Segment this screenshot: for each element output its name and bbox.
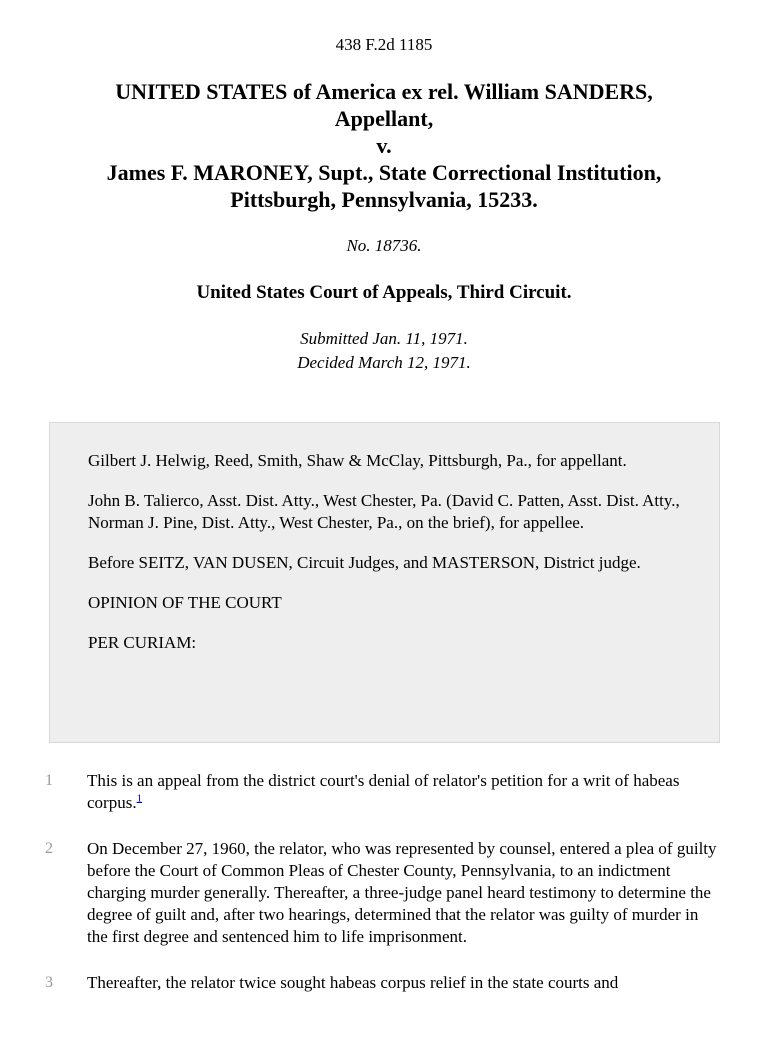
paragraph-number: 2 [45,840,53,857]
per-curiam: PER CURIAM: [88,633,197,652]
case-title-line: James F. MARONEY, Supt., State Correctional Institution, [106,160,662,185]
paragraph-text: Thereafter, the relator twice sought habeas corpus relief in the state courts and [87,973,619,992]
paragraph [0,838,768,948]
paragraph [0,972,768,994]
submitted-date: Submitted Jan. 11, 1971. [300,329,468,348]
paragraph-text: On December 27, 1960, the relator, who was represented by counsel, entered a plea of guilty before the Court of Common Pleas of Chester County, Pennsylvania, to an indictment charging murder generally. Thereafter, a three-judge panel heard testimony to determine the degree of guilt and, after two hearings, determined that the relator was guilty of murder in the first degree and sentenced him to life imprisonment. [87,839,717,946]
case-title [40,78,728,213]
document-page [0,34,768,992]
judges-panel: Before SEITZ, VAN DUSEN, Circuit Judges, and MASTERSON, District judge. [88,553,641,572]
prelims-box [49,422,720,743]
case-citation: 438 F.2d 1185 [335,35,433,54]
case-title-line: v. [376,133,392,158]
appellee-counsel: John B. Talierco, Asst. Dist. Atty., West Chester, Pa. (David C. Patten, Asst. Dist. Atty., Norman J. Pine, Dist. Atty., West Chester, Pa., on the brief), for appellee. [88,491,680,532]
case-dates [0,327,768,375]
paragraph-text: This is an appeal from the district court's denial of relator's petition for a writ of habeas corpus. [87,771,680,812]
case-title-line: Pittsburgh, Pennsylvania, 15233. [230,187,538,212]
paragraph-number: 3 [45,974,53,991]
paragraph-number: 1 [45,772,53,789]
case-title-line: UNITED STATES of America ex rel. William SANDERS, [115,79,653,104]
court-name: United States Court of Appeals, Third Circuit. [196,282,572,303]
case-title-line: Appellant, [334,106,434,131]
opinion-heading: OPINION OF THE COURT [88,593,282,612]
footnote-link[interactable]: 1 [136,792,143,805]
appellant-counsel: Gilbert J. Helwig, Reed, Smith, Shaw & McClay, Pittsburgh, Pa., for appellant. [88,451,627,470]
paragraph [0,770,768,814]
opinion-body [0,770,768,1022]
decided-date: Decided March 12, 1971. [297,353,471,372]
docket-number: No. 18736. [346,236,422,255]
